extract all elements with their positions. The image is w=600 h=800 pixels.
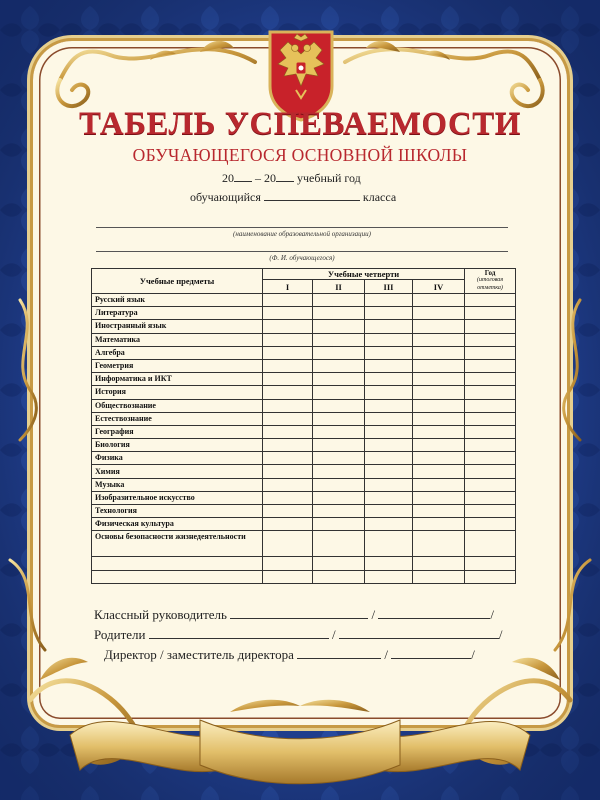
subject-name: Иностранный язык <box>92 320 263 333</box>
school-year-line <box>222 171 361 186</box>
student-prefix: обучающийся <box>190 190 261 204</box>
quarter-grade-cell[interactable] <box>313 452 365 465</box>
year-grade-cell[interactable] <box>465 491 516 504</box>
quarter-grade-cell[interactable] <box>263 439 313 452</box>
subject-row <box>92 491 516 504</box>
quarter-grade-cell[interactable] <box>413 557 465 570</box>
parents-name-field[interactable] <box>339 626 499 639</box>
quarter-grade-cell[interactable] <box>365 531 413 557</box>
year-grade-cell[interactable] <box>465 518 516 531</box>
quarter-grade-cell[interactable] <box>413 307 465 320</box>
quarter-grade-cell[interactable] <box>413 399 465 412</box>
document-subtitle: ОБУЧАЮЩЕГОСЯ ОСНОВНОЙ ШКОЛЫ <box>132 145 468 165</box>
quarter-grade-cell[interactable] <box>413 465 465 478</box>
quarter-grade-cell[interactable] <box>365 346 413 359</box>
director-signature-field[interactable] <box>297 646 381 659</box>
quarter-grade-cell[interactable] <box>313 518 365 531</box>
quarter-grade-cell[interactable] <box>263 465 313 478</box>
subject-row <box>92 478 516 491</box>
subject-row <box>92 412 516 425</box>
quarter-grade-cell[interactable] <box>313 439 365 452</box>
quarter-grade-cell[interactable] <box>365 386 413 399</box>
subject-name <box>92 570 263 583</box>
director-signature-line: Директор / заместитель директора / / <box>104 647 475 662</box>
subject-row <box>92 359 516 372</box>
quarter-grade-cell[interactable] <box>263 346 313 359</box>
year-grade-cell[interactable] <box>465 425 516 438</box>
quarter-grade-cell[interactable] <box>413 478 465 491</box>
class-teacher-signature-field[interactable] <box>230 606 368 619</box>
subject-name: География <box>92 425 263 438</box>
quarter-grade-cell[interactable] <box>413 333 465 346</box>
org-name-field[interactable] <box>96 227 508 228</box>
subject-name: Обществознание <box>92 399 263 412</box>
quarter-grade-cell[interactable] <box>263 531 313 557</box>
quarter-grade-cell[interactable] <box>413 320 465 333</box>
year-grade-cell[interactable] <box>465 478 516 491</box>
document-title: ТАБЕЛЬ УСПЕВАЕМОСТИ <box>79 106 521 142</box>
subject-name: Физика <box>92 452 263 465</box>
quarter-grade-cell[interactable] <box>413 359 465 372</box>
subject-row <box>92 518 516 531</box>
subject-name: Биология <box>92 439 263 452</box>
quarter-grade-cell[interactable] <box>313 425 365 438</box>
quarter-grade-cell[interactable] <box>365 452 413 465</box>
class-teacher-label: Классный руководитель <box>94 607 227 622</box>
quarter-grade-cell[interactable] <box>313 346 365 359</box>
quarter-grade-cell[interactable] <box>413 373 465 386</box>
quarter-grade-cell[interactable] <box>263 491 313 504</box>
subject-name: Русский язык <box>92 294 263 307</box>
subject-name: Информатика и ИКТ <box>92 373 263 386</box>
year-header-note: (итоговая отметка) <box>477 277 504 291</box>
subject-row <box>92 465 516 478</box>
subject-name: Изобразительное искусство <box>92 491 263 504</box>
quarter-header: II <box>313 280 365 294</box>
quarter-grade-cell[interactable] <box>313 399 365 412</box>
year-grade-cell[interactable] <box>465 399 516 412</box>
class-teacher-name-field[interactable] <box>378 606 490 619</box>
quarter-grade-cell[interactable] <box>263 294 313 307</box>
subjects-header: Учебные предметы <box>92 269 263 294</box>
quarter-grade-cell[interactable] <box>413 491 465 504</box>
quarter-grade-cell[interactable] <box>413 425 465 438</box>
year-grade-cell[interactable] <box>465 439 516 452</box>
subject-row <box>92 346 516 359</box>
quarter-grade-cell[interactable] <box>313 359 365 372</box>
year-header <box>465 269 516 294</box>
subject-name: Химия <box>92 465 263 478</box>
quarter-grade-cell[interactable] <box>413 518 465 531</box>
quarter-grade-cell[interactable] <box>365 570 413 583</box>
subject-name: История <box>92 386 263 399</box>
subject-name: Геометрия <box>92 359 263 372</box>
year-grade-cell[interactable] <box>465 465 516 478</box>
quarter-header: III <box>365 280 413 294</box>
student-suffix: класса <box>362 190 397 204</box>
quarter-grade-cell[interactable] <box>365 359 413 372</box>
quarter-grade-cell[interactable] <box>365 412 413 425</box>
quarter-grade-cell[interactable] <box>263 320 313 333</box>
quarter-grade-cell[interactable] <box>313 412 365 425</box>
subject-row <box>92 307 516 320</box>
class-teacher-signature-line: Классный руководитель / / <box>94 607 494 622</box>
subject-name: Литература <box>92 307 263 320</box>
quarter-grade-cell[interactable] <box>263 425 313 438</box>
year-mid: – 20 <box>255 171 276 185</box>
year-grade-cell[interactable] <box>465 412 516 425</box>
subject-row <box>92 386 516 399</box>
year-grade-cell[interactable] <box>465 373 516 386</box>
subject-row <box>92 557 516 570</box>
quarter-grade-cell[interactable] <box>365 518 413 531</box>
quarter-grade-cell[interactable] <box>413 531 465 557</box>
class-field[interactable] <box>264 190 360 201</box>
subject-row <box>92 399 516 412</box>
quarter-grade-cell[interactable] <box>413 570 465 583</box>
year-header-label: Год <box>484 268 496 277</box>
quarter-grade-cell[interactable] <box>313 386 365 399</box>
quarter-grade-cell[interactable] <box>413 452 465 465</box>
quarter-grade-cell[interactable] <box>263 373 313 386</box>
student-name-field[interactable] <box>96 251 508 252</box>
subject-row <box>92 531 516 557</box>
quarter-grade-cell[interactable] <box>365 557 413 570</box>
quarter-grade-cell[interactable] <box>313 505 365 518</box>
subject-name: Технология <box>92 505 263 518</box>
quarter-grade-cell[interactable] <box>365 320 413 333</box>
quarter-grade-cell[interactable] <box>365 307 413 320</box>
quarter-grade-cell[interactable] <box>263 452 313 465</box>
quarter-grade-cell[interactable] <box>263 333 313 346</box>
org-caption: (наименование образовательной организации) <box>233 230 371 238</box>
parents-label: Родители <box>94 627 146 642</box>
year-grade-cell[interactable] <box>465 294 516 307</box>
quarter-grade-cell[interactable] <box>263 359 313 372</box>
year-grade-cell[interactable] <box>465 333 516 346</box>
subject-row <box>92 452 516 465</box>
subject-row <box>92 320 516 333</box>
year-grade-cell[interactable] <box>465 386 516 399</box>
year-grade-cell[interactable] <box>465 531 516 557</box>
quarter-grade-cell[interactable] <box>365 399 413 412</box>
quarter-grade-cell[interactable] <box>365 491 413 504</box>
quarter-grade-cell[interactable] <box>413 412 465 425</box>
year-grade-cell[interactable] <box>465 557 516 570</box>
name-caption: (Ф. И. обучающегося) <box>269 254 335 262</box>
quarter-grade-cell[interactable] <box>263 557 313 570</box>
quarter-grade-cell[interactable] <box>365 505 413 518</box>
quarter-grade-cell[interactable] <box>263 386 313 399</box>
quarter-grade-cell[interactable] <box>263 570 313 583</box>
grades-body <box>92 294 516 584</box>
quarter-grade-cell[interactable] <box>413 439 465 452</box>
quarter-grade-cell[interactable] <box>413 294 465 307</box>
subject-row <box>92 505 516 518</box>
student-class-line <box>190 190 396 205</box>
quarter-grade-cell[interactable] <box>313 333 365 346</box>
grades-table <box>91 268 516 584</box>
year-prefix: 20 <box>222 171 234 185</box>
quarter-grade-cell[interactable] <box>413 505 465 518</box>
quarter-grade-cell[interactable] <box>413 386 465 399</box>
subject-row <box>92 570 516 583</box>
subject-name: Математика <box>92 333 263 346</box>
quarters-header: Учебные четверти <box>263 269 465 280</box>
parents-signature-field[interactable] <box>149 626 329 639</box>
year-grade-cell[interactable] <box>465 346 516 359</box>
quarter-grade-cell[interactable] <box>365 294 413 307</box>
quarter-header: IV <box>413 280 465 294</box>
parents-signature-line: Родители / / <box>94 627 503 642</box>
quarter-grade-cell[interactable] <box>365 333 413 346</box>
quarter-grade-cell[interactable] <box>313 373 365 386</box>
quarter-grade-cell[interactable] <box>313 478 365 491</box>
quarter-grade-cell[interactable] <box>263 478 313 491</box>
quarter-grade-cell[interactable] <box>365 465 413 478</box>
director-label: Директор / заместитель директора <box>104 647 294 662</box>
year-grade-cell[interactable] <box>465 307 516 320</box>
year-grade-cell[interactable] <box>465 359 516 372</box>
subject-row <box>92 425 516 438</box>
subject-name <box>92 557 263 570</box>
quarter-grade-cell[interactable] <box>413 346 465 359</box>
subject-name: Основы безопасности жизнедеятельности <box>92 531 263 557</box>
quarter-grade-cell[interactable] <box>313 531 365 557</box>
year-grade-cell[interactable] <box>465 320 516 333</box>
quarter-grade-cell[interactable] <box>263 412 313 425</box>
quarter-grade-cell[interactable] <box>313 491 365 504</box>
subject-name: Музыка <box>92 478 263 491</box>
year-grade-cell[interactable] <box>465 505 516 518</box>
quarter-grade-cell[interactable] <box>313 307 365 320</box>
subject-row <box>92 373 516 386</box>
quarter-grade-cell[interactable] <box>313 320 365 333</box>
year-grade-cell[interactable] <box>465 452 516 465</box>
quarter-grade-cell[interactable] <box>313 294 365 307</box>
quarter-grade-cell[interactable] <box>365 439 413 452</box>
year-start-field[interactable] <box>234 171 252 182</box>
subject-name: Физическая культура <box>92 518 263 531</box>
quarter-grade-cell[interactable] <box>313 465 365 478</box>
subject-name: Алгебра <box>92 346 263 359</box>
quarter-grade-cell[interactable] <box>263 399 313 412</box>
subject-name: Естествознание <box>92 412 263 425</box>
quarter-header: I <box>263 280 313 294</box>
year-suffix: учебный год <box>297 171 361 185</box>
quarter-grade-cell[interactable] <box>263 518 313 531</box>
year-end-field[interactable] <box>276 171 294 182</box>
subject-row <box>92 439 516 452</box>
subject-row <box>92 294 516 307</box>
director-name-field[interactable] <box>391 646 471 659</box>
year-grade-cell[interactable] <box>465 570 516 583</box>
quarter-grade-cell[interactable] <box>263 307 313 320</box>
quarter-grade-cell[interactable] <box>313 557 365 570</box>
quarter-grade-cell[interactable] <box>365 425 413 438</box>
quarter-grade-cell[interactable] <box>263 505 313 518</box>
quarter-grade-cell[interactable] <box>365 478 413 491</box>
quarter-grade-cell[interactable] <box>365 373 413 386</box>
quarter-grade-cell[interactable] <box>313 570 365 583</box>
subject-row <box>92 333 516 346</box>
